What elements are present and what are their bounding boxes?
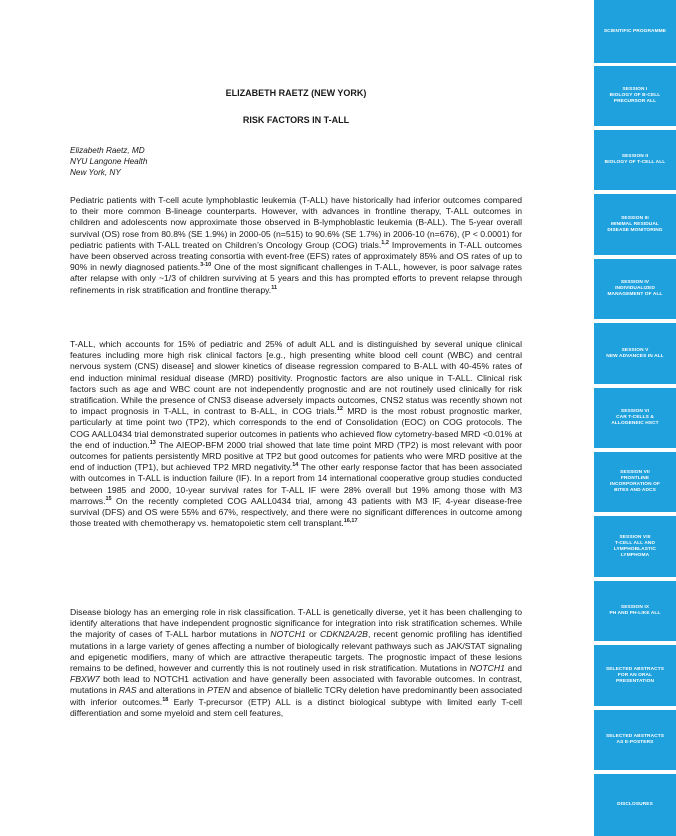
gene-name: NOTCH1 [270,629,306,640]
author-block [70,145,147,178]
paragraph-introduction [70,195,522,296]
text-run: , recent genomic profiling has identified mutations in a large variety of genes affecting a number of biologically relevant pathways such as JAK/STAT signaling and epigenetic modifiers, many of which are attractive therapeutic targets. The prognostic impact of these lesions remains to be defined, however and currently this is not routinely used in risk stratification. Mutations in [70,629,522,674]
text-run: The other early response factor that has been associated with outcomes in T-ALL is induction failure (IF). In a report from 14 international cooperative group studies conducted between 1985 and 2000, 10-year survival rates for T-ALL IF were 28% overall but 19% among those with M3 marrows. [70,462,522,506]
nav-label: SESSION I BIOLOGY OF B-CELL PRECURSOR ALL [609,87,661,104]
text-run: and alterations in [136,685,208,696]
text-run: The AIEOP-BFM 2000 trial showed that late time point MRD (TP2) is most relevant with poor outcomes for patients persistently MRD positive at TP2 but good outcomes for patients who were MRD positive at the end of induction (TP1), but achieved TP2 MRD negativity. [70,439,522,473]
gene-name: CDKN2A/2B [320,629,368,640]
nav-session-2[interactable] [594,130,676,190]
nav-session-4[interactable] [594,259,676,319]
nav-session-6[interactable] [594,388,676,448]
nav-label: SESSION IX PH AND PH-LIKE ALL [609,605,661,616]
citation: 18 [162,696,169,703]
text-run: both lead to NOTCH1 activation and have generally been associated with favorable outcomes. In contrast, mutations in [70,674,522,696]
article-subtitle: RISK FACTORS IN T-ALL [242,115,350,125]
author-affiliation: NYU Langone Health [70,157,148,166]
nav-disclosures[interactable] [594,774,676,836]
text-run: MRD is the most robust prognostic marker, particularly at time point two (TP2), which corresponds to the end of Consolidation (EOC) on COG protocols. The COG AALL0434 trial demonstrated superior outcomes in patients who achieved flow cytometry-based MRD <0.01% at the end of induction. [70,406,522,450]
nav-oral-abstracts[interactable] [594,645,676,706]
nav-label: SESSION III MINIMAL RESIDUAL DISEASE MONITORING [607,215,663,233]
nav-label: SESSION VIII T-CELL ALL AND LYMPHOBLASTIC LYMPHOMA [613,534,657,558]
text-run: and absence of biallelic TCRγ deletion have predominantly been associated with inferior outcomes. [70,685,523,707]
nav-label: SESSION II BIOLOGY OF T-CELL ALL [604,154,666,165]
article-title: ELIZABETH RAETZ (NEW YORK) [225,88,367,98]
nav-label: SESSION VII FRONTLINE INCORPORATION OF BITES AND ADCS [609,470,660,493]
citation: 13 [149,439,156,446]
gene-name: PTEN [207,685,231,696]
nav-label: SESSION VI CAR T-CELLS & ALLOGENEIC HSCT [611,409,659,426]
text-run: Pediatric patients with T-cell acute lymphoblastic leukemia (T-ALL) have historically had inferior outcomes compared to their more common B-lineage counterparts. However, with advances in frontline therapy, T-ALL outcomes in children and adolescents now approximate those observed in B-lymphoblastic leukemia (B-ALL). The 5-year overall survival (OS) rose from 80.8% (SE 1.9%) in 2000-05 (n=515) to 90.6% (SE 1.7%) in 2006-10 (n=676), (P < 0.0001) for pediatric patients with T-ALL treated on Children’s Oncology Group (COG) trials. [70,195,522,250]
gene-name: NOTCH1 [469,663,505,674]
text-run: On the recently completed COG AALL0434 trial, among 43 patients with M3 IF, 4-year disease-free survival (DFS) and OS were 55% and 67%, respectively, and there were no significant differences in outcome among those treated with chemotherapy vs. hematopoietic stem cell transplant. [70,495,522,529]
nav-label: SELECTED ABSTRACTS FOR AN ORAL PRESENTATION [605,666,665,684]
nav-label: SESSION V NEW ADVANCES IN ALL [606,347,664,359]
paragraph-prognostic-factors [70,339,522,529]
nav-session-3[interactable] [594,194,676,255]
text-run: Disease biology has an emerging role in risk classification. T-ALL is genetically diverse, yet it has been challenging to identify alterations that have independent prognostic significance for integration into risk stratification schemes. While the majority of cases of T-ALL harbor mutations in [70,607,522,640]
citation: 3-10 [200,262,212,269]
author-name: Elizabeth Raetz, MD [70,146,145,155]
gene-name: FBXW7 [70,674,100,685]
citation: 1,2 [381,239,389,246]
paragraph-disease-biology [70,607,522,719]
citation: 14 [292,462,299,469]
nav-label: DISCLOSURES [617,802,653,807]
nav-session-1[interactable] [594,66,676,126]
author-location: New York, NY [70,168,121,177]
text-run: Improvements in T-ALL outcomes have been observed across treating consortia with event-free (EFS) rates of approximately 85% and OS rates of up to 90% in newly diagnosed patients. [70,239,522,273]
nav-session-7[interactable] [594,452,676,512]
nav-label: SCIENTIFIC PROGRAMME [603,28,667,34]
nav-session-5[interactable] [594,323,676,384]
nav-session-8[interactable] [594,516,676,577]
citation: 11 [271,284,278,291]
text-run: Early T-precursor (ETP) ALL is a distinct biological subtype with limited early T-cell differentiation and some myeloid and stem cell features, [70,696,522,718]
citation: 12 [336,406,343,413]
nav-session-9[interactable] [594,581,676,641]
text-run: One of the most significant challenges in T-ALL, however, is poor salvage rates after relapse with only ~1/3 of children surviving at 5 years and this has prompted efforts to prevent relapse through refinements in risk stratification and frontline therapy. [70,262,522,295]
citation: 16,17 [343,518,358,525]
section-navigation-sidebar [594,0,676,836]
nav-label: SELECTED ABSTRACTS AS E-POSTERS [605,734,665,745]
nav-e-posters[interactable] [594,710,676,770]
citation: 15 [105,495,112,502]
nav-label: SESSION IV INDIVIDUALIZED MANAGEMENT OF ALL [607,280,663,297]
nav-scientific-programme[interactable] [594,0,676,63]
text-run: or [305,629,320,640]
text-run: T-ALL, which accounts for 15% of pediatric and 25% of adult ALL and is distinguished by several unique clinical features including more high risk clinical factors [e.g., high presenting white blood cell count (WBC) and central nervous system (CNS) disease] and slower kinetics of disease regression compared to B-ALL with 40-45% rates of end induction minimal residual disease (MRD) positivity. Prognostic factors are also unique in T-ALL. Clinical risk factors such as age and WBC count are not independently prognostic and are not routinely used clinically for risk stratification. While the presence of CNS3 disease adversely impacts outcomes, CNS2 status was recently shown not to impact prognosis in T-ALL, in contrast to B-ALL, in COG trials. [70,339,522,417]
text-run: and [504,663,522,674]
gene-name: RAS [118,685,137,696]
